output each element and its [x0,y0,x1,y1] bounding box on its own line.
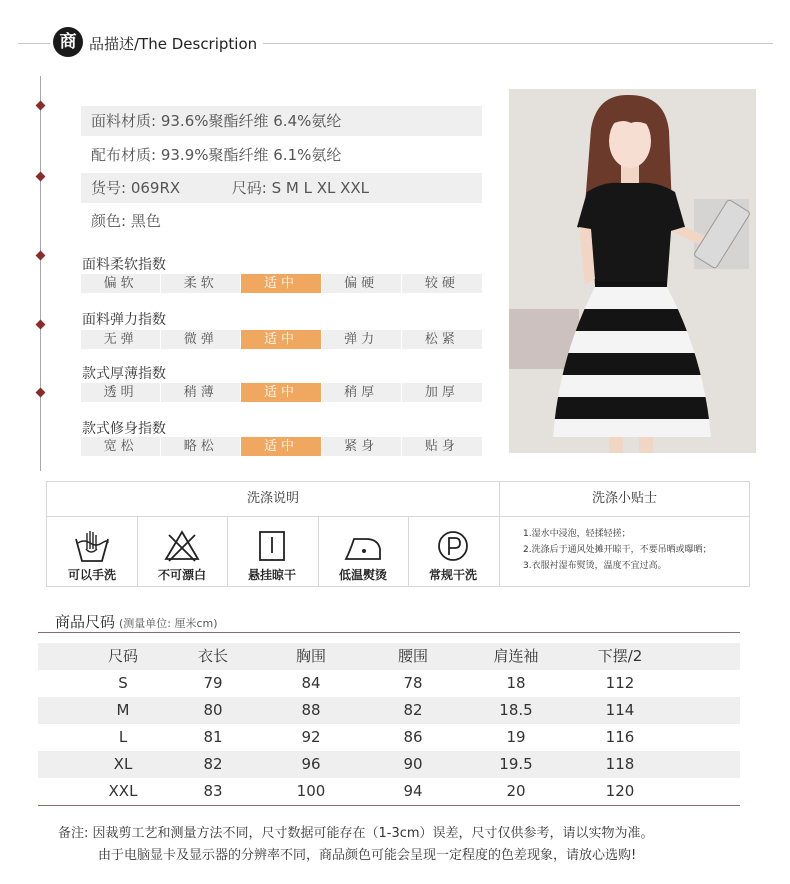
index-option: 紧身 [322,437,402,456]
wash-instructions-table [46,481,750,587]
wash-item-hand-wash [47,517,137,586]
size-table-cell: 80 [203,701,223,719]
softness-index-scale [81,274,482,293]
size-header-cell: 胸围 [295,647,326,665]
size-table-cell: 81 [203,728,223,746]
material-fabric-row [81,106,482,136]
size-header-cell: 下摆/2 [597,647,643,665]
index-option: 加厚 [424,385,459,400]
size-value: S M L XL XXL [271,179,370,197]
index-option: 略松 [161,437,241,456]
elasticity-index-title: 面料弹力指数 [82,312,166,328]
item-number-label: 货号: [91,179,127,197]
size-table-cell: XXL [108,782,138,800]
material-lining-row [81,140,482,170]
no-bleach-icon [163,529,201,563]
index-option: 柔软 [161,274,241,293]
wash-tips-header: 洗涤小贴士 [591,491,657,506]
wash-tip: 2.洗涤后于通风处摊开晾干，不要吊晒或曝晒； [523,545,712,555]
header-badge: 商 [53,27,83,57]
material-fabric-label: 面料材质: [91,112,157,130]
hand-wash-icon [73,529,111,563]
size-table-cell: 120 [605,782,635,800]
size-table-row [38,724,740,751]
size-table-cell: M [116,701,130,719]
size-table-cell: 92 [301,728,321,746]
size-table-cell: 78 [403,674,423,692]
wash-tip: 3.衣服衬湿布熨烫，温度不宜过高。 [523,561,667,571]
size-table-cell: 96 [301,755,321,773]
size-table-header [38,643,740,670]
size-table-cell: 79 [203,674,223,692]
index-option: 偏软 [81,274,161,293]
color-row [81,206,482,236]
footnote-line-2: 由于电脑显卡及显示器的分辨率不同，商品颜色可能会呈现一定程度的色差现象，请放心选购! [98,848,637,863]
size-chart-unit-note: (测量单位: 厘米cm) [119,617,218,630]
size-table-cell: 118 [605,755,635,773]
page-title: 品描述/The Description [89,35,258,53]
size-table-row [38,778,740,805]
elasticity-index-scale [81,330,482,349]
size-table-cell: 86 [403,728,423,746]
color-label: 颜色: [91,212,127,230]
index-option: 宽松 [81,437,161,456]
material-fabric-value: 93.6%聚酯纤维 6.4%氨纶 [160,112,342,130]
item-number-row [81,173,482,203]
index-option: 贴身 [424,439,459,454]
size-table-cell: 20 [506,782,526,800]
size-table-cell: 90 [403,755,423,773]
low-iron-label: 低温熨烫 [338,568,387,582]
wash-item-no-bleach [137,517,227,586]
size-table-cell: 18.5 [499,701,533,719]
hand-wash-label: 可以手洗 [67,568,116,582]
size-table-cell: 82 [203,755,223,773]
size-header-cell: 衣长 [197,647,228,665]
size-table-cell: S [118,674,128,692]
size-table-cell: 114 [605,701,635,719]
dry-clean-icon [434,529,472,563]
size-header-cell: 肩连袖 [493,647,539,665]
size-table-cell: 19 [506,728,526,746]
wash-item-dry-clean [408,517,498,586]
fit-index-scale [81,437,482,456]
size-table-cell: 18 [506,674,526,692]
size-table-cell: 116 [605,728,635,746]
no-bleach-label: 不可漂白 [157,568,206,582]
index-option: 偏硬 [322,274,402,293]
index-option: 弹力 [322,330,402,349]
size-table-row [38,751,740,778]
index-option: 稍薄 [161,383,241,402]
size-label: 尺码: [231,179,267,197]
size-chart-title-text: 商品尺码 [55,613,116,631]
timeline-marker [36,388,46,398]
size-table-cell: 112 [605,674,635,692]
index-option-selected: 适中 [241,330,321,349]
size-table-cell: 94 [403,782,423,800]
index-option: 微弹 [161,330,241,349]
wash-item-low-iron [318,517,408,586]
index-option-selected: 适中 [241,437,321,456]
index-option: 较硬 [424,276,459,291]
size-chart-top-rule [38,632,740,633]
timeline-line [40,76,41,471]
thickness-index-scale [81,383,482,402]
item-number-value: 069RX [130,179,181,197]
index-option-selected: 适中 [241,274,321,293]
wash-item-hang-dry [227,517,317,586]
size-table-cell: 19.5 [499,755,533,773]
size-header-cell: 尺码 [107,647,138,665]
hang-dry-icon [253,529,291,563]
model-illustration [509,89,756,453]
size-table-row [38,670,740,697]
dry-clean-label: 常规干洗 [428,568,477,582]
size-chart-title [55,611,218,632]
size-table-row [38,697,740,724]
index-option: 稍厚 [322,383,402,402]
hang-dry-label: 悬挂晾干 [247,568,296,582]
index-option: 透明 [81,383,161,402]
size-chart-table [38,643,740,805]
timeline-marker [36,320,46,330]
index-option: 无弹 [81,330,161,349]
size-header-cell: 腰围 [397,647,428,665]
footnote-line-1: 备注: 因裁剪工艺和测量方法不同，尺寸数据可能存在（1-3cm）误差，尺寸仅供参考，请以实物为准。 [58,826,654,841]
size-table-cell: 83 [203,782,223,800]
header-rule-right [263,43,773,44]
timeline-marker [36,251,46,261]
size-table-cell: 88 [301,701,321,719]
size-table-cell: 84 [301,674,321,692]
size-table-cell: L [118,728,128,746]
index-option: 松紧 [424,332,459,347]
color-value: 黑色 [130,212,161,230]
wash-tip: 1.湿水中浸泡，轻揉轻搓； [523,529,631,539]
thickness-index-title: 款式厚薄指数 [82,366,166,382]
softness-index-title: 面料柔软指数 [82,257,166,273]
material-lining-value: 93.9%聚酯纤维 6.1%氨纶 [160,146,342,164]
size-table-cell: XL [113,755,133,773]
product-photo [509,89,756,453]
size-chart-bottom-rule [38,805,740,806]
index-option-selected: 适中 [241,383,321,402]
wash-column-divider [499,482,500,586]
size-table-cell: 82 [403,701,423,719]
material-lining-label: 配布材质: [91,146,157,164]
fit-index-title: 款式修身指数 [82,421,166,437]
low-iron-icon [344,529,382,563]
timeline-marker [36,172,46,182]
size-table-cell: 100 [296,782,326,800]
header-rule-left [18,43,50,44]
wash-instructions-header: 洗涤说明 [246,491,299,506]
wash-tips-list [523,526,712,574]
timeline-marker [36,101,46,111]
